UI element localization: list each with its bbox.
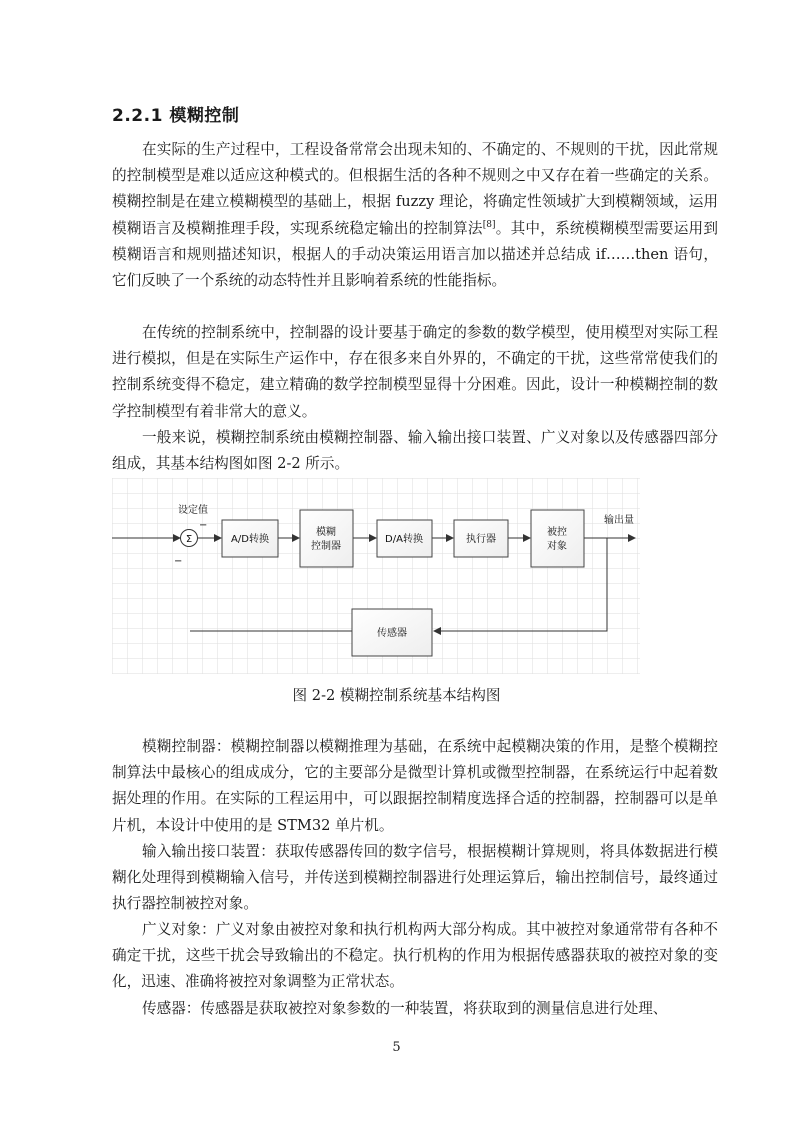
paragraph-fuzzy-intro: 在实际的生产过程中，工程设备常常会出现未知的、不确定的、不规则的干扰，因此常规的控制模型是难以适应这种模式的。但根据生活的各种不规则之中又存在着一些确定的关系。模糊控制是在建立模糊模型的基础上，根据 fuzzy 理论，将确定性领域扩大到模糊领域，运用模糊语言及模糊推理手段，实现系统稳定输出的控制算法[8]。其中，系统模糊模型需要运用到模糊语言和规则描述知识，根据人的手动决策运用语言加以描述并总结成 if……then 语句，它们反映了一个系统的动态特性并且影响着系统的性能指标。: [112, 141, 718, 290]
paragraph-sensor: 传感器：传感器是获取被控对象参数的一种装置，将获取到的测量信息进行处理、: [142, 1000, 668, 1017]
figure-caption: 图 2-2 模糊控制系统基本结构图: [292, 687, 501, 704]
svg-text:D/A转换: D/A转换: [385, 534, 423, 545]
svg-text:对象: 对象: [547, 541, 567, 552]
minus-sign-bottom: −: [174, 556, 183, 567]
block-controlled-object: [531, 510, 584, 567]
block-fuzzy-controller: [300, 510, 353, 567]
paragraph-system-composition: 一般来说，模糊控制系统由模糊控制器、输入输出接口装置、广义对象以及传感器四部分组成，其基本结构图如图 2-2 所示。: [112, 429, 718, 473]
paragraph-io-interface: 输入输出接口装置：获取传感器传回的数字信号，根据模糊计算规则，将具体数据进行模糊化处理得到模糊输入信号，并传送到模糊控制器进行处理运算后，输出控制信号，最终通过执行器控制被控对象。: [112, 843, 718, 913]
block-ad-converter: [222, 520, 278, 557]
svg-text:被控: 被控: [547, 527, 567, 538]
paragraph-generalized-object: 广义对象：广义对象由被控对象和执行机构两大部分构成。其中被控对象通常带有各种不确定干扰，这些干扰会导致输出的不稳定。执行机构的作用为根据传感器获取的被控对象的变化，迅速、准确将被控对象调整为正常状态。: [112, 921, 718, 991]
fuzzy-control-block-diagram: [112, 478, 640, 674]
block-sensor: [352, 609, 432, 656]
paragraph-fuzzy-controller: 模糊控制器：模糊控制器以模糊推理为基础，在系统中起模糊决策的作用，是整个模糊控制算法中最核心的组成成分，它的主要部分是微型计算机或微型控制器，在系统运行中起着数据处理的作用。在实际的工程运用中，可以跟据控制精度选择合适的控制器，控制器可以是单片机，本设计中使用的是 STM32 单片机。: [112, 738, 718, 834]
minus-sign-top: −: [199, 520, 208, 531]
svg-text:模糊: 模糊: [316, 527, 336, 538]
block-da-converter: [377, 520, 432, 557]
svg-text:控制器: 控制器: [311, 541, 341, 552]
block-actuator: [454, 520, 508, 557]
summing-symbol: Σ: [185, 534, 193, 545]
svg-text:A/D转换: A/D转换: [231, 534, 269, 545]
output-label: 输出量: [604, 515, 634, 526]
page-number: 5: [392, 1040, 401, 1055]
section-heading: 2.2.1 模糊控制: [112, 106, 240, 126]
citation-ref[interactable]: [8]: [482, 219, 496, 230]
paragraph-traditional-control: 在传统的控制系统中，控制器的设计要基于确定的参数的数学模型，使用模型对实际工程进行模拟，但是在实际生产运作中，存在很多来自外界的，不确定的干扰，这些常常使我们的控制系统变得不稳定，建立精确的数学控制模型显得十分困难。因此，设计一种模糊控制的数学控制模型有着非常大的意义。: [112, 324, 718, 420]
setpoint-label: 设定值: [178, 505, 208, 516]
svg-text:执行器: 执行器: [466, 534, 496, 545]
svg-text:传感器: 传感器: [377, 628, 407, 639]
